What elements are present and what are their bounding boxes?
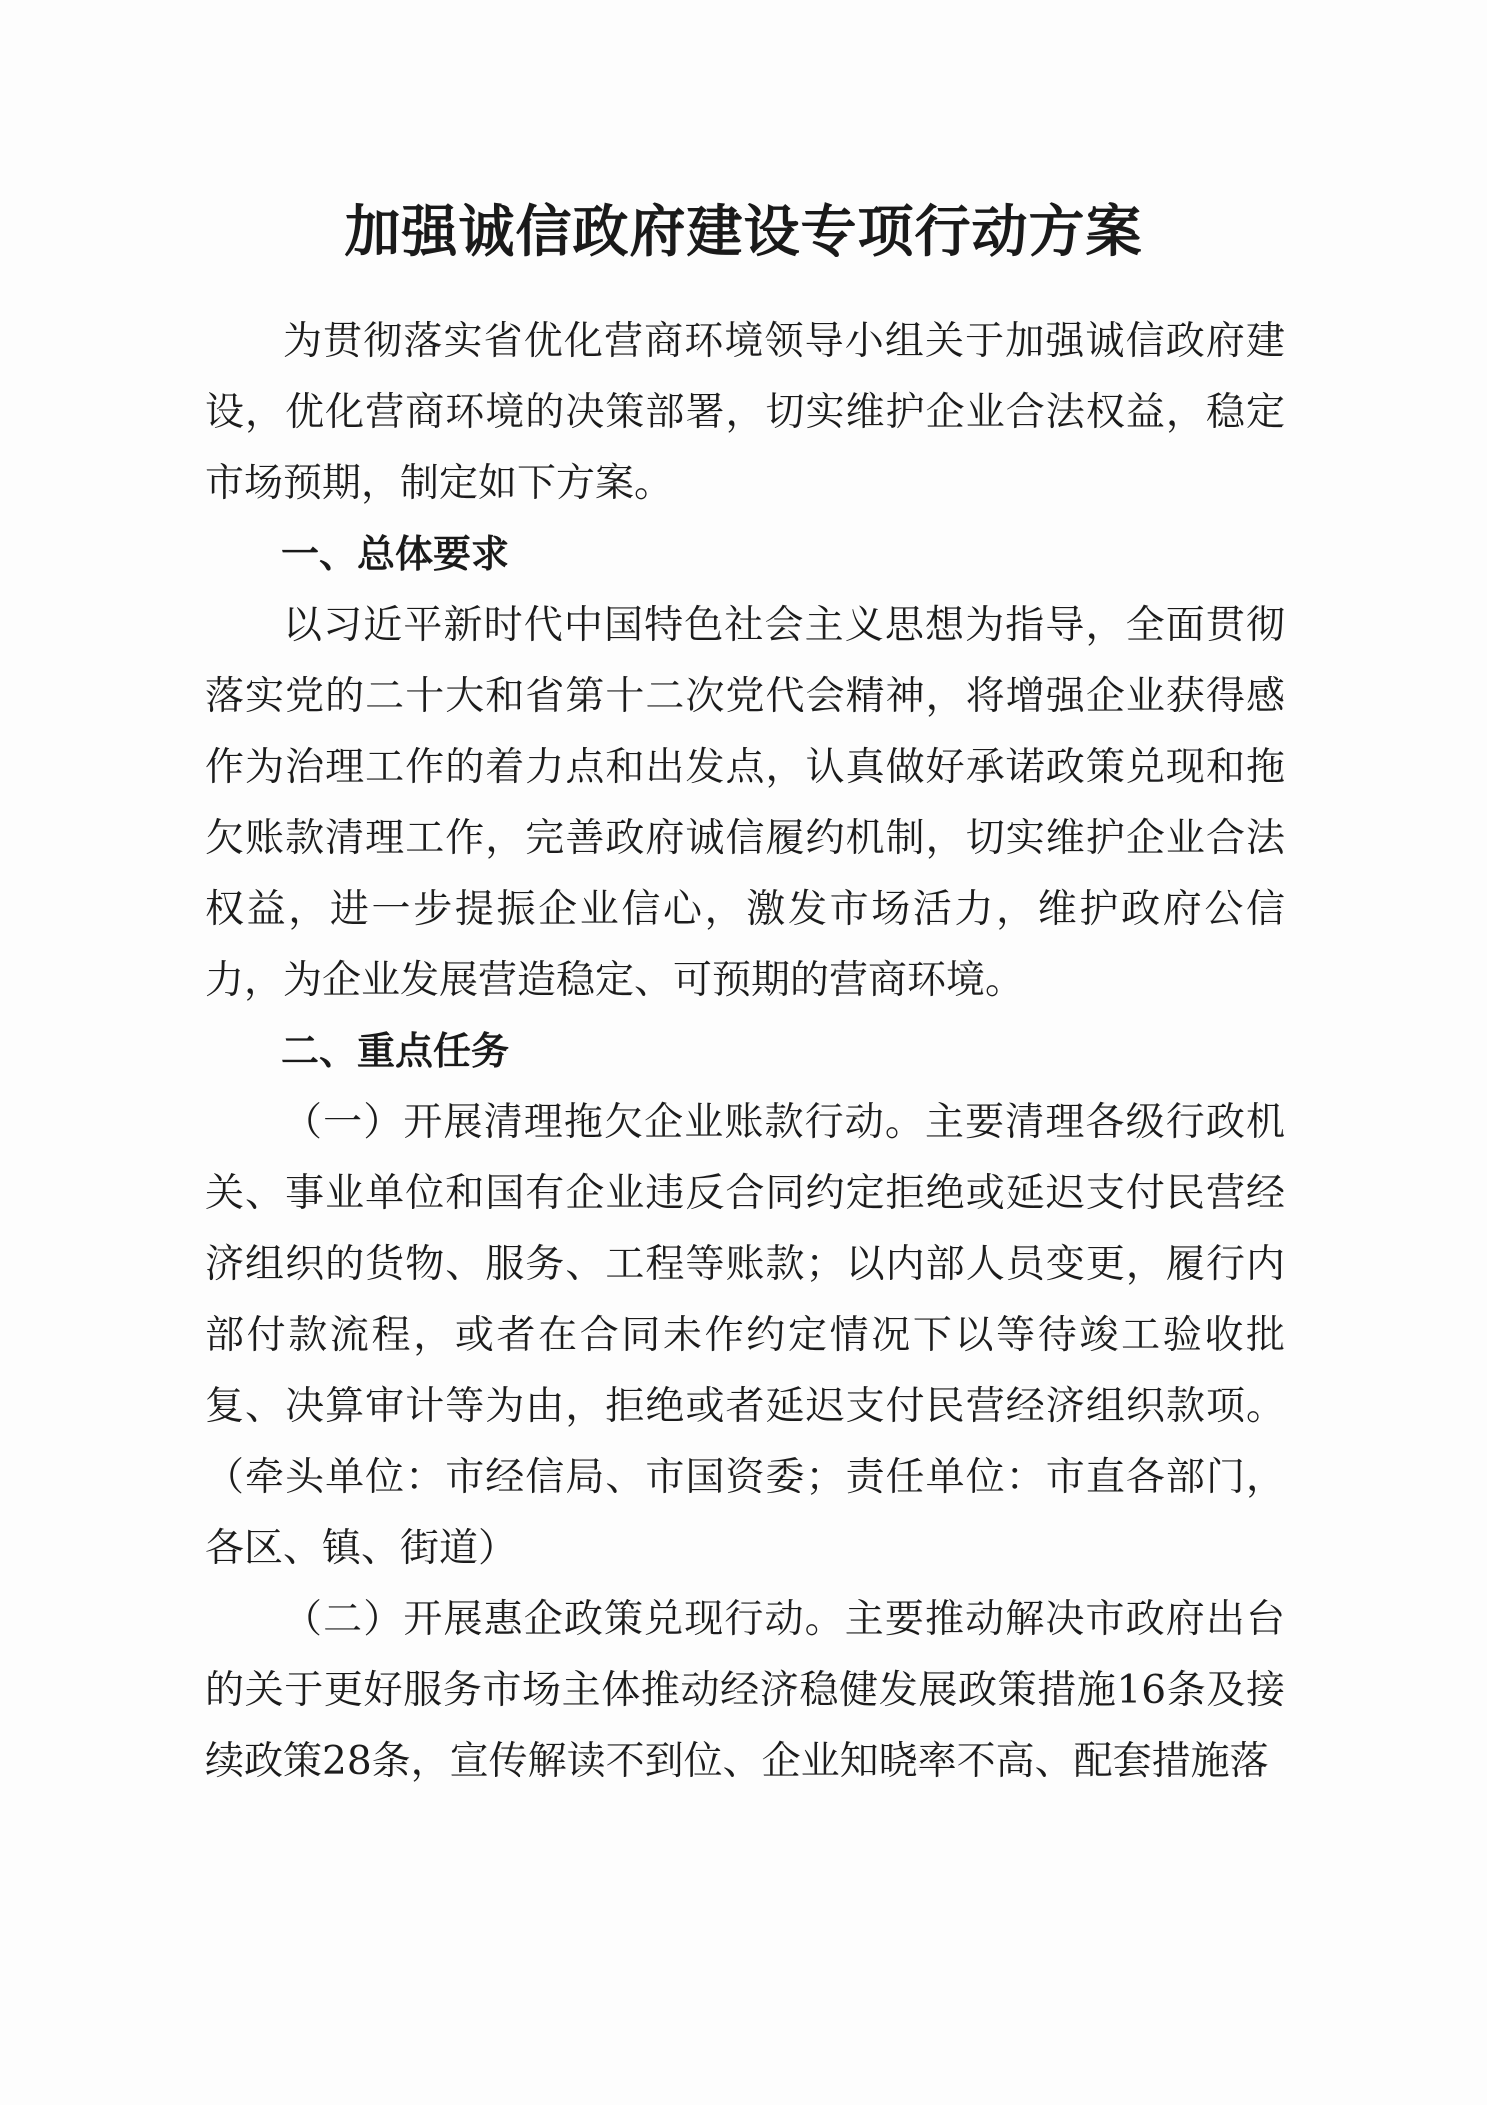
section-paragraph-overall-requirements: 以习近平新时代中国特色社会主义思想为指导，全面贯彻落实党的二十大和省第十二次党代会精神，将增强企业获得感作为治理工作的着力点和出发点，认真做好承诺政策兑现和拖欠账款清理工作，完善政府诚信履约机制，切实维护企业合法权益，进一步提振企业信心，激发市场活力，维护政府公信力，为企业发展营造稳定、可预期的营商环境。	[205, 603, 1285, 1003]
task-item-2: （二）开展惠企政策兑现行动。主要推动解决市政府出台的关于更好服务市场主体推动经济稳健发展政策措施16条及接续政策28条，宣传解读不到位、企业知晓率不高、配套措施落	[205, 1597, 1285, 1784]
section-heading-key-tasks: 二、重点任务	[281, 1029, 510, 1073]
document-body	[205, 306, 1285, 1797]
task-item-1: （一）开展清理拖欠企业账款行动。主要清理各级行政机关、事业单位和国有企业违反合同约定拒绝或延迟支付民营经济组织的货物、服务、工程等账款；以内部人员变更，履行内部付款流程，或者在合同未作约定情况下以等待竣工验收批复、决算审计等为由，拒绝或者延迟支付民营经济组织款项。（牵头单位：市经信局、市国资委；责任单位：市直各部门，各区、镇、街道）	[205, 1100, 1285, 1571]
document-title: 加强诚信政府建设专项行动方案	[344, 199, 1143, 265]
intro-paragraph: 为贯彻落实省优化营商环境领导小组关于加强诚信政府建设，优化营商环境的决策部署，切实维护企业合法权益，稳定市场预期，制定如下方案。	[205, 319, 1285, 506]
section-heading-overall-requirements: 一、总体要求	[281, 532, 510, 576]
